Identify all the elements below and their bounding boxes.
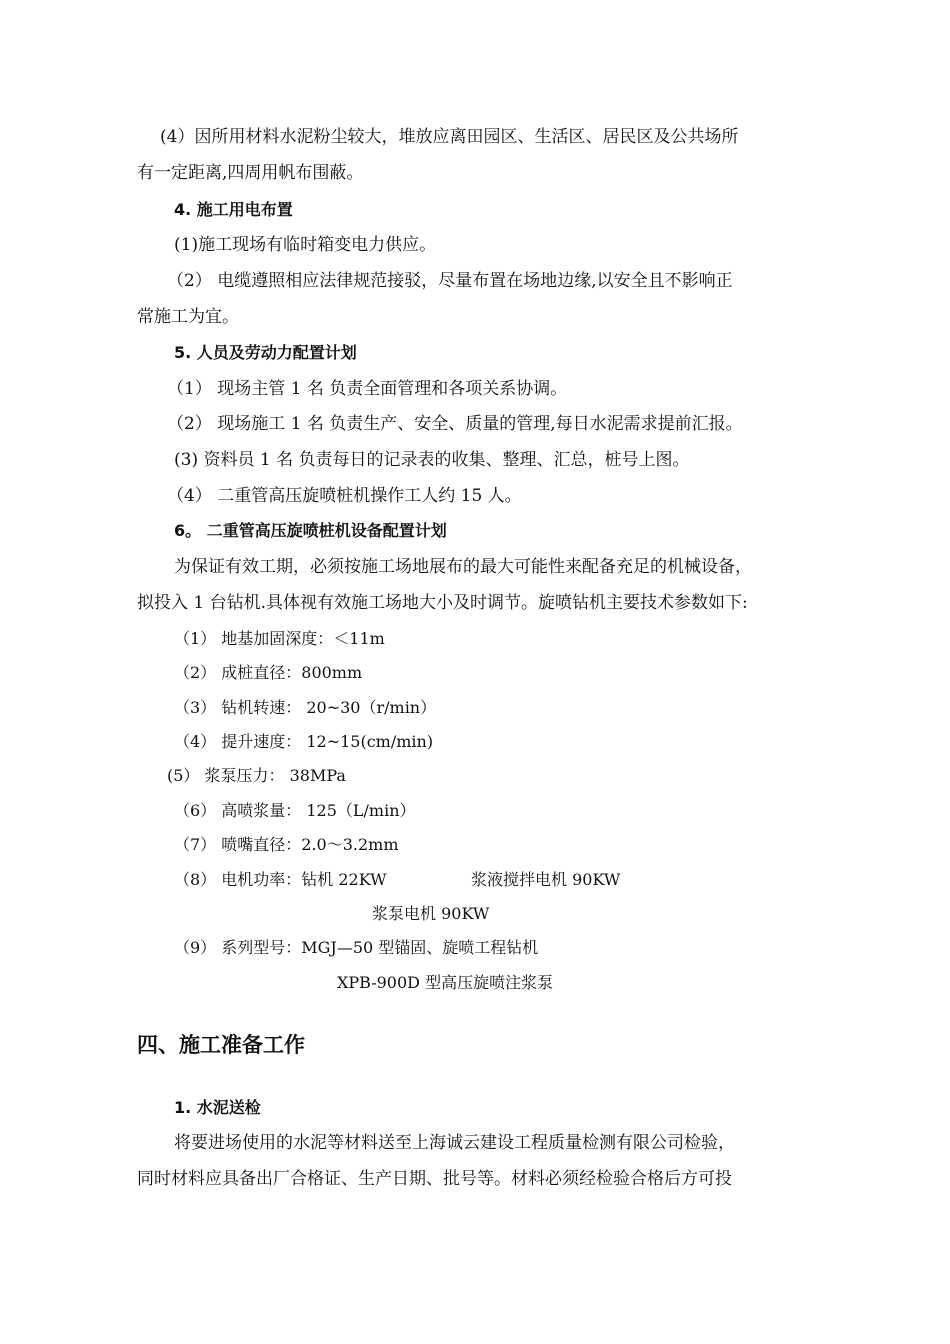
paragraph-item4-line2: 有一定距离,四周用帆布围蔽。 (137, 163, 364, 183)
param-item: （8） 电机功率：钻机 22KW (174, 870, 387, 889)
param-item: （6） 高喷浆量： 125（L/min） (174, 801, 416, 820)
cement-line2: 同时材料应具备出厂合格证、生产日期、批号等。材料必须经检验合格后方可投 (137, 1169, 732, 1189)
cement-line1: 将要进场使用的水泥等材料送至上海诚云建设工程质量检测有限公司检验， (174, 1133, 735, 1153)
staff-item1: （1） 现场主管 1 名 负责全面管理和各项关系协调。 (167, 379, 568, 399)
power-item1: (1)施工现场有临时箱变电力供应。 (174, 235, 437, 255)
staff-item2: （2） 现场施工 1 名 负责生产、安全、质量的管理,每日水泥需求提前汇报。 (167, 414, 743, 434)
param-motor-mixer: 浆液搅拌电机 90KW (471, 870, 621, 889)
param-model-line1: （9） 系列型号：MGJ—50 型锚固、旋喷工程钻机 (174, 938, 539, 957)
staff-item3: (3) 资料员 1 名 负责每日的记录表的收集、整理、汇总，桩号上图。 (174, 450, 690, 470)
power-item2-line2: 常施工为宜。 (137, 307, 239, 327)
heading-staff: 5. 人员及劳动力配置计划 (174, 343, 357, 362)
param-item: （4） 提升速度： 12~15(cm/min) (174, 732, 434, 751)
heading-power: 4. 施工用电布置 (174, 200, 293, 219)
param-item: (5） 浆泵压力： 38MPa (167, 766, 346, 785)
param-model-line2: XPB-900D 型高压旋喷注浆泵 (337, 973, 554, 992)
param-item: （3） 钻机转速： 20~30（r/min） (174, 698, 437, 717)
param-motor-pump: 浆泵电机 90KW (372, 904, 490, 923)
equipment-intro-line1: 为保证有效工期，必须按施工场地展布的最大可能性来配备充足的机械设备， (174, 557, 752, 577)
param-item: （7） 喷嘴直径：2.0～3.2mm (174, 835, 399, 854)
staff-item4: （4） 二重管高压旋喷桩机操作工人约 15 人。 (167, 486, 522, 506)
paragraph-item4-line1: (4）因所用材料水泥粉尘较大，堆放应离田园区、生活区、居民区及公共场所 (160, 127, 739, 147)
param-item: （1） 地基加固深度：＜11m (174, 629, 385, 648)
param-item: （2） 成桩直径：800mm (174, 663, 363, 682)
chapter-title: 四、施工准备工作 (137, 1033, 305, 1057)
heading-cement-inspection: 1. 水泥送检 (174, 1098, 261, 1117)
power-item2-line1: （2） 电缆遵照相应法律规范接驳，尽量布置在场地边缘,以安全且不影响正 (167, 271, 733, 291)
heading-equipment: 6。 二重管高压旋喷桩机设备配置计划 (174, 521, 447, 540)
equipment-intro-line2: 拟投入 1 台钻机.具体视有效施工场地大小及时调节。旋喷钻机主要技术参数如下: (137, 593, 748, 613)
